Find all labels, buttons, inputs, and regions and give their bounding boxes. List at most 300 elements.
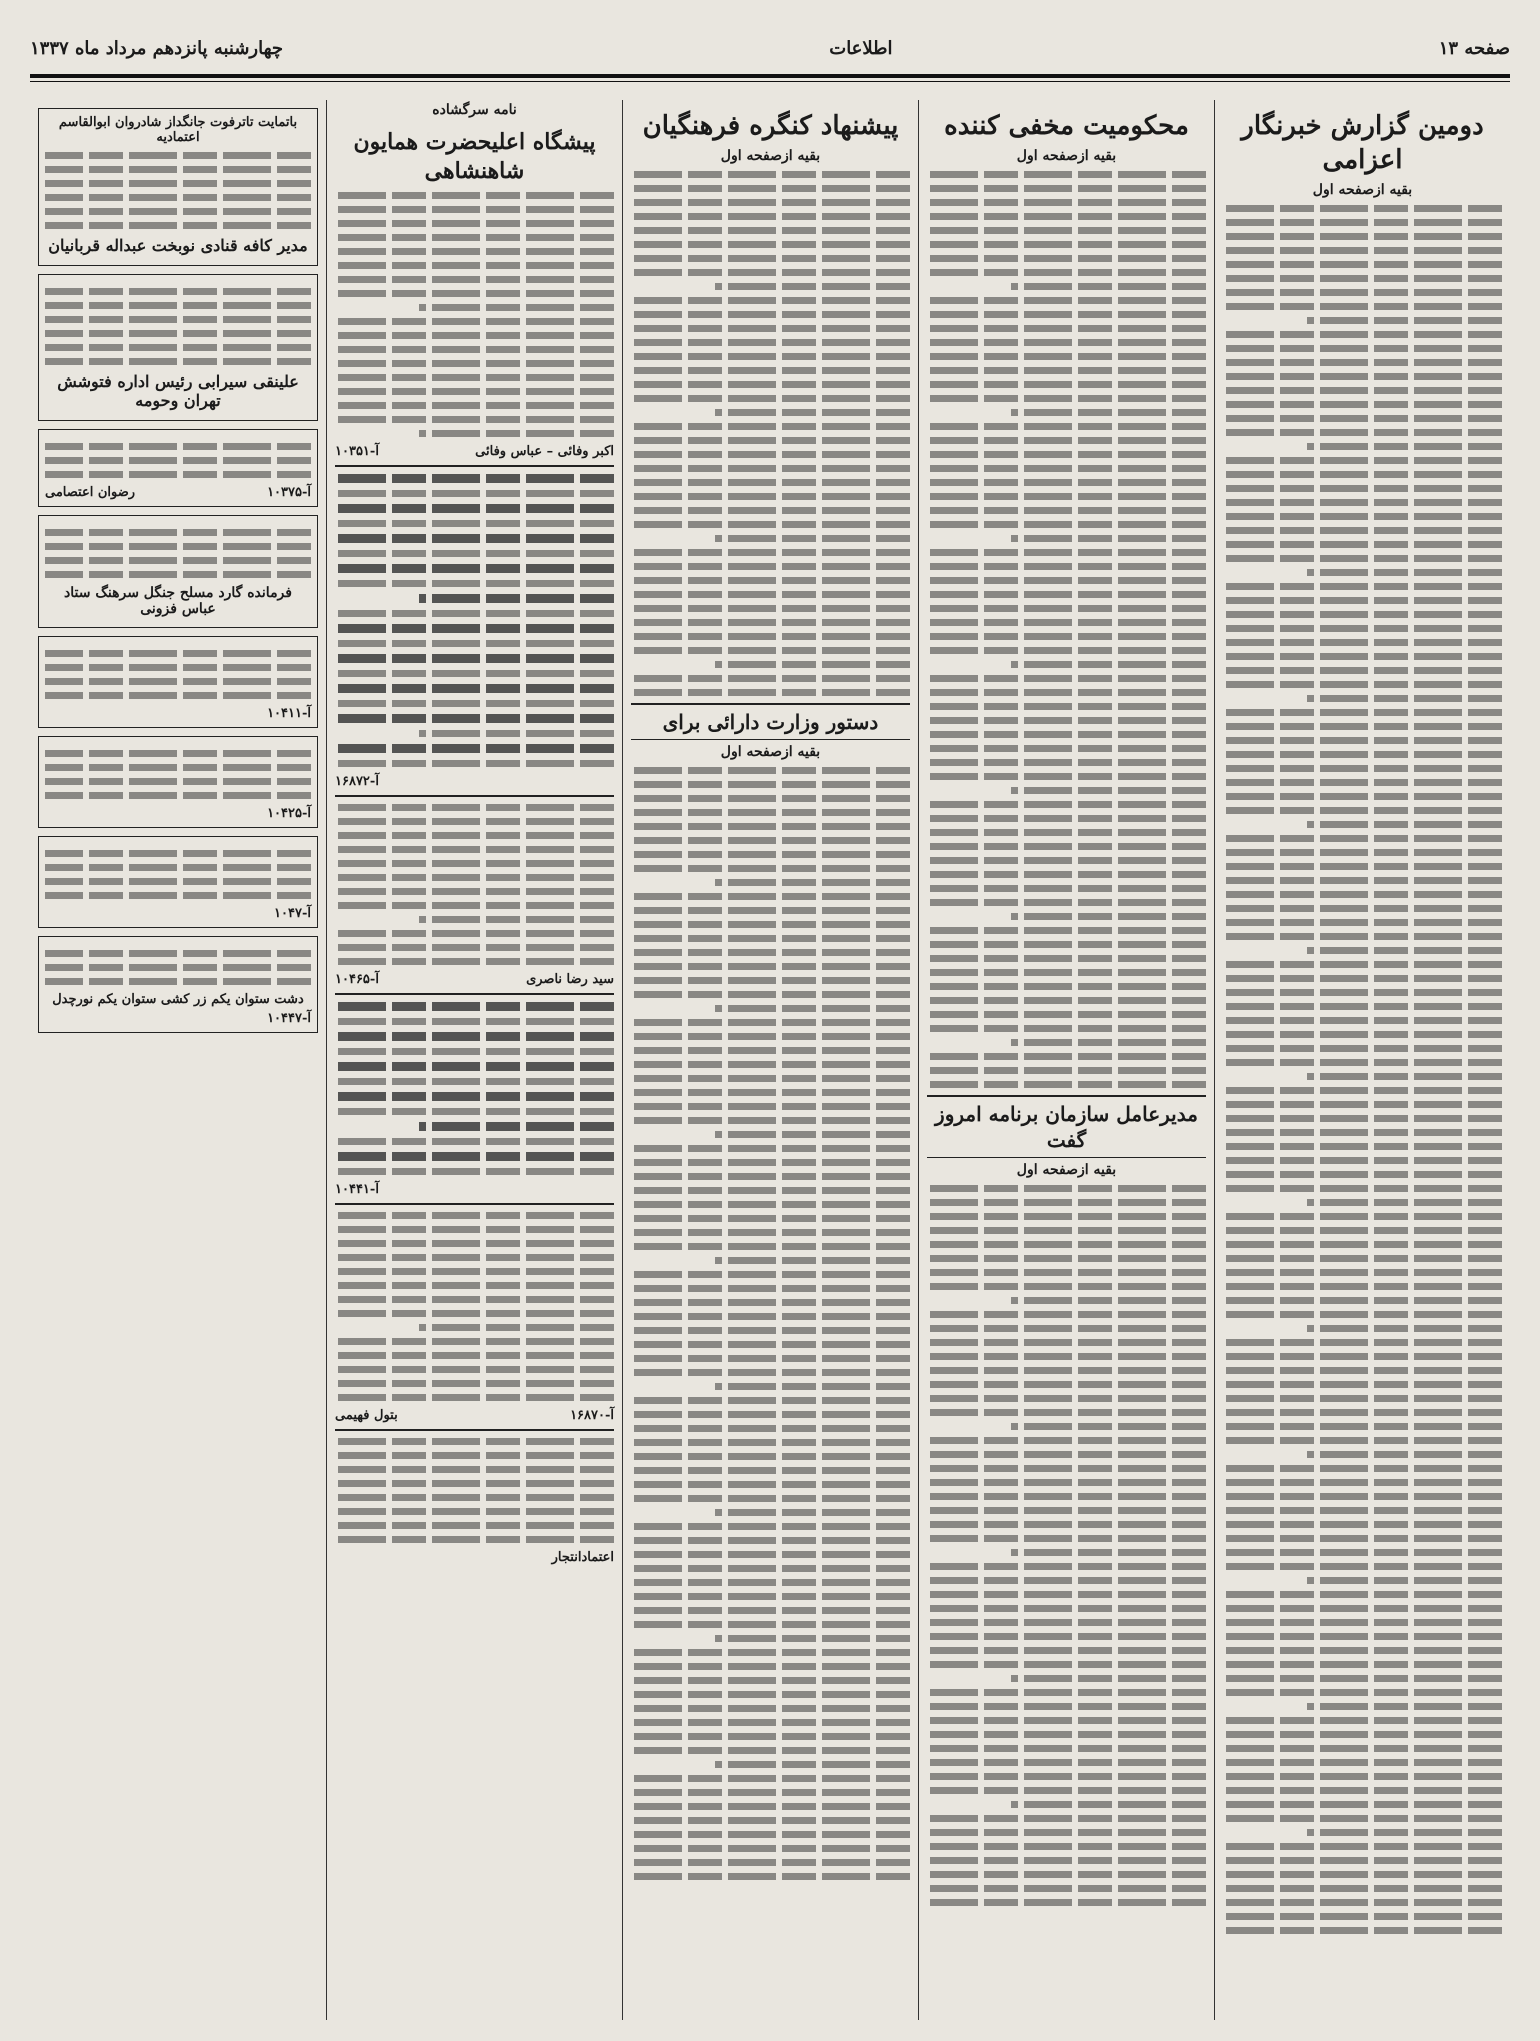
- text-line: [927, 1787, 1206, 1794]
- text-line: [927, 1185, 1206, 1192]
- text-line: [1223, 1773, 1502, 1780]
- text-line: [45, 180, 311, 187]
- text-line: [1223, 611, 1502, 618]
- text-line: [927, 325, 1206, 332]
- text-line: [927, 871, 1206, 878]
- column-2-section-title: مدیرعامل سازمان برنامه امروز گفت: [927, 1095, 1206, 1158]
- text-line: [927, 1759, 1206, 1766]
- text-line: [631, 269, 910, 276]
- text-line: [1011, 283, 1206, 290]
- text-line: [1223, 1507, 1502, 1514]
- text-line: [631, 1789, 910, 1796]
- text-line: [631, 1537, 910, 1544]
- text-line: [927, 1703, 1206, 1710]
- column-1-body: [1223, 205, 1502, 1934]
- ad-5-code: آ-۱۰۴۱۱: [267, 706, 311, 721]
- text-line: [631, 1817, 910, 1824]
- text-line: [335, 1536, 614, 1543]
- text-line: [631, 781, 910, 788]
- ad-box-1: [38, 108, 318, 266]
- ad-box-5: [38, 636, 318, 728]
- text-line: [631, 1341, 910, 1348]
- text-line: [631, 689, 910, 696]
- text-line: [631, 241, 910, 248]
- text-line: [1223, 681, 1502, 688]
- text-line: [631, 437, 910, 444]
- text-line: [631, 1215, 910, 1222]
- text-line: [1307, 443, 1502, 450]
- text-line: [1223, 905, 1502, 912]
- text-line: [631, 1705, 910, 1712]
- text-line: [45, 471, 311, 478]
- text-line: [715, 661, 910, 668]
- text-line: [927, 759, 1206, 766]
- text-line: [1223, 1059, 1502, 1066]
- column-3-body-bottom: [631, 767, 910, 1880]
- text-line: [1223, 625, 1502, 632]
- text-line: [631, 199, 910, 206]
- text-line: [335, 846, 614, 853]
- text-line: [45, 978, 311, 985]
- text-line: [927, 423, 1206, 430]
- text-line: [927, 1353, 1206, 1360]
- text-line: [631, 367, 910, 374]
- text-line: [1223, 1647, 1502, 1654]
- text-line: [335, 1092, 614, 1101]
- text-line: [1307, 317, 1502, 324]
- text-line: [335, 1062, 614, 1071]
- text-line: [715, 1257, 910, 1264]
- text-line: [927, 339, 1206, 346]
- text-line: [927, 815, 1206, 822]
- text-line: [1307, 1829, 1502, 1836]
- text-line: [1223, 1745, 1502, 1752]
- text-line: [335, 1310, 614, 1317]
- column-2-section-subhead: بقیه ازصفحه اول: [1016, 1161, 1117, 1178]
- text-line: [45, 557, 311, 564]
- text-line: [335, 490, 614, 497]
- text-line: [715, 1509, 910, 1516]
- text-line: [715, 409, 910, 416]
- notice-4-code: آ-۱۰۴۴۱: [335, 1182, 379, 1198]
- text-line: [1223, 1899, 1502, 1906]
- text-line: [631, 963, 910, 970]
- column-3-headline: پیشنهاد کنگره فرهنگیان: [642, 111, 899, 141]
- text-line: [335, 1048, 614, 1055]
- text-line: [631, 255, 910, 262]
- text-line: [631, 1145, 910, 1152]
- text-line: [631, 353, 910, 360]
- text-line: [335, 474, 614, 483]
- ad-1-line: باتمایت تاترفوت جانگداز شادروان ابوالقاسم اعتمادیه: [58, 115, 298, 145]
- text-line: [927, 969, 1206, 976]
- text-line: [631, 977, 910, 984]
- text-line: [927, 577, 1206, 584]
- text-line: [335, 804, 614, 811]
- text-line: [335, 1380, 614, 1387]
- text-line: [1223, 1143, 1502, 1150]
- column-4-notice-4: [335, 1002, 614, 1175]
- text-line: [335, 220, 614, 227]
- text-line: [335, 332, 614, 339]
- text-line: [335, 276, 614, 283]
- text-line: [631, 991, 910, 998]
- text-line: [1223, 1689, 1502, 1696]
- text-line: [335, 1438, 614, 1445]
- text-line: [631, 465, 910, 472]
- text-line: [335, 1240, 614, 1247]
- text-line: [631, 633, 910, 640]
- text-line: [1307, 821, 1502, 828]
- text-line: [631, 493, 910, 500]
- text-line: [419, 304, 614, 311]
- text-line: [335, 504, 614, 513]
- text-line: [927, 591, 1206, 598]
- text-line: [631, 1831, 910, 1838]
- text-line: [631, 507, 910, 514]
- text-line: [715, 1131, 910, 1138]
- text-line: [1223, 751, 1502, 758]
- text-line: [1223, 289, 1502, 296]
- text-line: [631, 935, 910, 942]
- text-line: [1223, 1409, 1502, 1416]
- column-4-notice-2: [335, 474, 614, 767]
- text-line: [631, 1495, 910, 1502]
- text-line: [1223, 541, 1502, 548]
- text-line: [927, 465, 1206, 472]
- text-line: [927, 1563, 1206, 1570]
- text-line: [927, 955, 1206, 962]
- ad-8-code: آ-۱۰۴۴۷: [267, 1011, 311, 1026]
- text-line: [335, 346, 614, 353]
- text-line: [45, 864, 311, 871]
- column-4-divider-3: [335, 993, 614, 995]
- text-line: [335, 640, 614, 647]
- text-line: [45, 650, 311, 657]
- text-line: [1223, 1157, 1502, 1164]
- text-line: [631, 1285, 910, 1292]
- text-line: [631, 1355, 910, 1362]
- text-line: [927, 451, 1206, 458]
- text-line: [927, 829, 1206, 836]
- text-line: [631, 1187, 910, 1194]
- ad-box-8: [38, 936, 318, 1033]
- text-line: [631, 1593, 910, 1600]
- text-line: [631, 227, 910, 234]
- text-line: [1223, 849, 1502, 856]
- text-line: [631, 1775, 910, 1782]
- text-line: [45, 302, 311, 309]
- text-line: [335, 388, 614, 395]
- text-line: [1223, 807, 1502, 814]
- text-line: [419, 594, 614, 603]
- ad-box-3: [38, 429, 318, 507]
- text-line: [631, 767, 910, 774]
- ad-box-6: [38, 736, 318, 828]
- text-line: [1223, 555, 1502, 562]
- text-line: [927, 311, 1206, 318]
- text-line: [927, 941, 1206, 948]
- text-line: [927, 171, 1206, 178]
- column-4-notice-4-sign: [335, 1182, 614, 1197]
- notice-1-signature: اکبر وفائی – عباس وفائی: [475, 444, 614, 460]
- text-line: [1223, 1619, 1502, 1626]
- text-line: [631, 823, 910, 830]
- text-line: [927, 1367, 1206, 1374]
- notice-1-code: آ-۱۰۳۵۱: [335, 444, 379, 460]
- text-line: [335, 1522, 614, 1529]
- column-4-divider-2: [335, 795, 614, 797]
- text-line: [45, 288, 311, 295]
- text-line: [1011, 409, 1206, 416]
- text-line: [335, 1366, 614, 1373]
- text-line: [1223, 1339, 1502, 1346]
- text-line: [419, 1324, 614, 1331]
- text-line: [45, 892, 311, 899]
- text-line: [45, 750, 311, 757]
- text-line: [631, 563, 910, 570]
- text-line: [1223, 387, 1502, 394]
- text-line: [335, 700, 614, 707]
- text-line: [927, 997, 1206, 1004]
- text-line: [335, 818, 614, 825]
- text-line: [631, 647, 910, 654]
- text-line: [1223, 1213, 1502, 1220]
- text-line: [45, 571, 311, 578]
- notice-6-signature: بتول فهیمی: [335, 1408, 398, 1424]
- text-line: [335, 290, 614, 297]
- text-line: [631, 1859, 910, 1866]
- text-line: [927, 1591, 1206, 1598]
- column-4: [326, 100, 622, 2020]
- text-line: [419, 430, 614, 437]
- text-line: [1223, 1521, 1502, 1528]
- text-line: [1223, 919, 1502, 926]
- text-line: [45, 692, 311, 699]
- column-4-kicker: نامه سرگشاده: [432, 102, 517, 118]
- text-line: [45, 964, 311, 971]
- text-line: [45, 222, 311, 229]
- text-line: [631, 325, 910, 332]
- text-line: [631, 1411, 910, 1418]
- text-line: [927, 367, 1206, 374]
- text-line: [631, 1159, 910, 1166]
- text-line: [927, 857, 1206, 864]
- text-line: [927, 605, 1206, 612]
- text-line: [1223, 597, 1502, 604]
- text-line: [927, 885, 1206, 892]
- text-line: [927, 1521, 1206, 1528]
- text-line: [927, 1661, 1206, 1668]
- text-line: [927, 1857, 1206, 1864]
- text-line: [715, 879, 910, 886]
- text-line: [927, 1325, 1206, 1332]
- text-line: [927, 1843, 1206, 1850]
- text-line: [715, 1005, 910, 1012]
- text-line: [631, 479, 910, 486]
- text-line: [1011, 1297, 1206, 1304]
- text-line: [631, 591, 910, 598]
- text-line: [335, 206, 614, 213]
- text-line: [631, 1467, 910, 1474]
- text-line: [335, 714, 614, 723]
- text-line: [631, 907, 910, 914]
- ad-1-signature: مدیر کافه قنادی نوبخت عبداله قربانیان: [48, 236, 308, 255]
- text-line: [335, 1108, 614, 1115]
- text-line: [45, 529, 311, 536]
- text-line: [631, 1243, 910, 1250]
- text-line: [631, 423, 910, 430]
- text-line: [335, 580, 614, 587]
- text-line: [1223, 1185, 1502, 1192]
- text-line: [1307, 695, 1502, 702]
- text-line: [1011, 913, 1206, 920]
- text-line: [927, 1053, 1206, 1060]
- text-line: [335, 888, 614, 895]
- text-line: [335, 1394, 614, 1401]
- text-line: [335, 520, 614, 527]
- text-line: [1223, 737, 1502, 744]
- text-line: [631, 1173, 910, 1180]
- text-line: [1307, 569, 1502, 576]
- column-4-divider-1: [335, 465, 614, 467]
- text-line: [45, 678, 311, 685]
- masthead-rule-thin: [30, 81, 1510, 82]
- text-line: [1223, 1031, 1502, 1038]
- text-line: [1223, 1003, 1502, 1010]
- text-line: [1223, 373, 1502, 380]
- text-line: [631, 1327, 910, 1334]
- column-4-notice-1-sign: [335, 444, 614, 459]
- text-line: [715, 1761, 910, 1768]
- column-2-body-top: [927, 171, 1206, 1088]
- text-line: [1223, 1549, 1502, 1556]
- column-2-headline: محکومیت مخفی کننده: [944, 111, 1189, 141]
- text-line: [927, 731, 1206, 738]
- text-line: [1223, 233, 1502, 240]
- text-line: [927, 1745, 1206, 1752]
- text-line: [45, 443, 311, 450]
- text-line: [45, 764, 311, 771]
- text-line: [1223, 1605, 1502, 1612]
- text-line: [1223, 457, 1502, 464]
- text-line: [45, 778, 311, 785]
- text-line: [335, 670, 614, 677]
- text-line: [631, 1453, 910, 1460]
- text-line: [631, 381, 910, 388]
- text-line: [335, 416, 614, 423]
- text-line: [927, 1479, 1206, 1486]
- text-line: [1223, 429, 1502, 436]
- text-line: [1223, 1115, 1502, 1122]
- ad-7-code: آ-۱۰۴۷: [274, 906, 311, 921]
- text-line: [927, 1269, 1206, 1276]
- text-line: [45, 457, 311, 464]
- text-line: [1223, 639, 1502, 646]
- text-line: [927, 703, 1206, 710]
- text-line: [1223, 1787, 1502, 1794]
- text-line: [927, 1311, 1206, 1318]
- notice-5-code: آ-۱۶۸۷۰: [570, 1408, 614, 1424]
- text-line: [631, 1103, 910, 1110]
- text-line: [927, 1283, 1206, 1290]
- text-line: [1223, 877, 1502, 884]
- text-line: [335, 832, 614, 839]
- text-line: [927, 297, 1206, 304]
- text-line: [1223, 527, 1502, 534]
- text-line: [1307, 1199, 1502, 1206]
- text-line: [715, 1383, 910, 1390]
- text-line: [1223, 1479, 1502, 1486]
- text-line: [1223, 1675, 1502, 1682]
- text-line: [927, 1773, 1206, 1780]
- text-line: [335, 1078, 614, 1085]
- text-line: [927, 493, 1206, 500]
- notice-2-code: آ-۱۶۸۷۲: [335, 774, 379, 790]
- text-line: [1223, 1843, 1502, 1850]
- column-3-subhead: بقیه ازصفحه اول: [720, 147, 821, 164]
- text-line: [927, 1507, 1206, 1514]
- text-line: [335, 1152, 614, 1161]
- text-line: [335, 1226, 614, 1233]
- text-line: [631, 451, 910, 458]
- text-line: [335, 1282, 614, 1289]
- text-line: [927, 1395, 1206, 1402]
- text-line: [927, 1899, 1206, 1906]
- text-line: [927, 199, 1206, 206]
- text-line: [927, 1339, 1206, 1346]
- text-line: [335, 760, 614, 767]
- text-line: [1223, 653, 1502, 660]
- text-line: [335, 318, 614, 325]
- text-line: [927, 1255, 1206, 1262]
- text-line: [45, 664, 311, 671]
- text-line: [631, 1397, 910, 1404]
- text-line: [927, 1067, 1206, 1074]
- text-line: [45, 194, 311, 201]
- text-line: [1223, 1129, 1502, 1136]
- text-line: [631, 521, 910, 528]
- text-line: [1223, 961, 1502, 968]
- text-line: [1011, 1039, 1206, 1046]
- text-line: [1223, 401, 1502, 408]
- text-line: [715, 283, 910, 290]
- text-line: [1223, 345, 1502, 352]
- masthead-rule: [30, 74, 1510, 78]
- text-line: [335, 248, 614, 255]
- ad-4-signature: فرمانده گارد مسلح جنگل سرهنگ ستاد عباس فزونی: [64, 585, 292, 617]
- text-line: [1011, 661, 1206, 668]
- text-line: [1223, 1311, 1502, 1318]
- text-line: [927, 899, 1206, 906]
- text-line: [1223, 835, 1502, 842]
- text-line: [631, 1075, 910, 1082]
- text-line: [335, 1452, 614, 1459]
- text-line: [335, 874, 614, 881]
- column-4-notice-3-sign: [335, 972, 614, 987]
- text-line: [927, 1689, 1206, 1696]
- text-line: [631, 297, 910, 304]
- text-line: [927, 801, 1206, 808]
- column-3: [622, 100, 918, 2020]
- text-line: [1223, 359, 1502, 366]
- column-4-notice-7-sign: [335, 1550, 614, 1565]
- text-line: [927, 1577, 1206, 1584]
- column-1-headline: دومین گزارش خبرنگار اعزامی: [1241, 111, 1484, 175]
- text-line: [1307, 1451, 1502, 1458]
- text-line: [1223, 1423, 1502, 1430]
- text-line: [335, 860, 614, 867]
